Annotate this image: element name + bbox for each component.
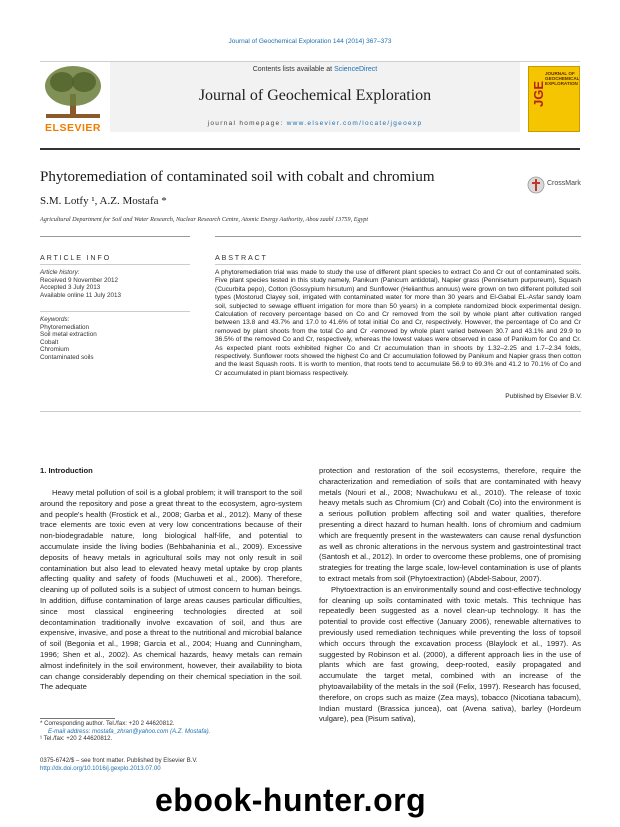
header-rule	[40, 148, 580, 150]
abstract-bottom-rule	[40, 411, 581, 412]
article-history: Article history: Received 9 November 2012 Accepted 3 July 2013 Available online 11 July 2013	[40, 269, 190, 299]
masthead	[40, 61, 580, 134]
footnote-rule	[40, 718, 115, 719]
issn-line: 0375-6742/$ – see front matter. Published by Elsevier B.V.	[40, 757, 198, 764]
cover-title: JOURNAL OF GEOCHEMICAL EXPLORATION	[545, 71, 580, 87]
keyword: Chromium	[40, 346, 70, 354]
homepage-link[interactable]: www.elsevier.com/locate/jgeoexp	[286, 120, 423, 127]
affiliation: Agricultural Department for Soil and Water Research, Nuclear Research Centre, Atomic Energy Authority, Abou zaabl 13759, Egypt	[40, 216, 369, 223]
authors: S.M. Lotfy ¹, A.Z. Mostafa *	[40, 195, 167, 207]
received-date: Received 9 November 2012	[40, 276, 119, 284]
article-title: Phytoremediation of contaminated soil with cobalt and chromium	[40, 169, 435, 185]
article-info-rule	[40, 236, 190, 237]
article-info-subrule	[40, 264, 190, 265]
paragraph: protection and restoration of the soil ecosystems, therefore, require the characterization and remediation of soils that are contaminated with heavy metals (Nouri et al., 2008; Nwachukwu et al., 2010). The release of toxic heavy metals such as Chromium (Cr) and Cobalt (Co) into the environment is a serious pollution problem affecting soil and water qualities, therefore presenting a direct hazard to human health. Ions of chromium and cadmium which are frequently present in the wastewaters can cause renal dysfunction as well as chronic alterations in the nervous system and gastrointestinal tract (Santosh et al., 2012). In order to overcome these problems, one of promising strategies for treating the large scale, low-level contamination is use of plants to extract metals from soil (Phytoextraction) (Abdel-Sabour, 2007).	[319, 466, 581, 583]
abstract-heading: ABSTRACT	[215, 253, 268, 262]
cover-abbrev: JGE	[531, 80, 546, 107]
journal-homepage: journal homepage: www.elsevier.com/locate/jgeoexp	[207, 120, 423, 127]
keywords: Keywords: Phytoremediation Soil metal extraction Cobalt Chromium Contaminated soils	[40, 316, 190, 362]
article-info-heading: ARTICLE INFO	[40, 253, 111, 262]
journal-name: Journal of Geochemical Exploration	[198, 87, 432, 104]
crossmark-icon	[527, 176, 545, 194]
footnotes	[40, 720, 302, 743]
abstract-rule	[215, 236, 581, 237]
doi-link[interactable]: http://dx.doi.org/10.1016/j.gexplo.2013.07.00	[40, 764, 161, 772]
published-by: Published by Elsevier B.V.	[505, 393, 582, 400]
abstract-text: A phytoremediation trial was made to study the use of different plant species to extract Co and Cr out of contaminated soils. Five plant species tested in this study namely, Panikum (Panicum antidotal), Napier grass (Pennisetum purpureum), Squash (Cucurbita pepo), Cotton (Gossypium hirsutum) and Sunflower (Helianthus annuus) were grown on two different polluted soil types (Mostorud Clayey soil, irrigated with contaminated water for more than 30 years and El-Gabal EL-Asfar sandy loam soil, subjected to sewage effluent irrigation for more than 50 years) in a complete randomized block experimental design. Calculation of recovery percentage based on Co and Cr removed from the soil by whole plant after cultivation ranged between 13.8 and 43.7% and 17.0 to 41.6% of total initial Co and Cr, respectively. However, the percentage of Co and Cr removed by plant shoots from the total Co and Cr -removed by whole plant varied between 30.7 and 43.1% and 29.9 to 36.5% of the removed Co and Cr, respectively, whereas the lowest values were observed in case of Panikum for Co and Cr. As expected plant roots exhibited higher Co and Cr accumulation than in shoots by 1.32–2.25 and 1.7–2.34 folds, respectively. Sunflower roots showed the highest Co and Cr accumulation followed by Panikum and Napier grass then cotton and the least Squash roots. It is worth to mention, that roots tend to accumulate 56.9 to 69.3% and 41.2 to 70.1% of Co and Cr accumulated in plant biomass respectively.	[215, 269, 581, 377]
footnote-1: ¹ Tel./fax: +20 2 44620812.	[40, 735, 113, 743]
keyword: Cobalt	[40, 338, 59, 346]
keywords-rule	[40, 311, 190, 312]
email-note[interactable]: E-mail address: mostafa_zhran@yahoo.com (A.Z. Mostafa).	[48, 727, 211, 735]
journal-cover	[528, 66, 580, 132]
section-heading-introduction: 1. Introduction	[40, 466, 93, 475]
elsevier-wordmark: ELSEVIER	[45, 122, 101, 134]
keyword: Contaminated soils	[40, 353, 94, 361]
corresponding-author-note: * Corresponding author. Tel./fax: +20 2 44620812.	[40, 720, 175, 727]
sciencedirect-link[interactable]: ScienceDirect	[334, 66, 378, 73]
online-date: Available online 11 July 2013	[40, 291, 121, 299]
paragraph: Phytoextraction is an environmentally sound and cost-effective technology for cleaning up soils contaminated with toxic metals. This technique has repeatedly been suggested as a novel clean-up technology. It has the potential to provide cost effective (January 2006), renewable alternatives to previously used remediation techniques while preventing the loss of topsoil which occurs through the excavation process (Blaylock et al., 1997). As suggested by Robinson et al. (2000), a different approach lies in the use of plants which are fast growing, deep-rooted, easily propagated and accumulate the target metal, combined with an increase of the phytoavailability of the metals in the soil (Felix, 1997). Research has focused, therefore, on crops such as maize (Zea mays), tobacco (Nicotiana tabacum), Indian mustard (Brassica juncea), oat (Avena sativa), barley (Hordeum vulgare), pea (Pisum sativa),	[319, 584, 581, 724]
abstract-subrule	[215, 264, 581, 265]
journal-citation[interactable]: Journal of Geochemical Exploration 144 (2014) 367–373	[228, 38, 392, 45]
watermark-text: ebook-hunter.org	[155, 782, 427, 818]
crossmark-badge[interactable]	[527, 176, 583, 194]
keyword: Phytoremediation	[40, 323, 90, 331]
masthead-center	[110, 62, 520, 132]
paragraph: Heavy metal pollution of soil is a global problem; it will transport to the soil around the repository and pose a great threat to the ecosystem, agro-system and people's health (Frostick et al., 2008; Garba et al., 2012). Many of these trace elements are toxic even at very low concentrations because of their non-biodegradable nature, long biological half-life, and potential to accumulate inside the living bodies (Behbahaninia et al., 2009). Excessive deposits of heavy metals in agricultural soils may not only result in soil contamination but also lead to elevated heavy metal uptake by crop plants affecting quality and safety of foods (Muchuweti et al., 2006). Therefore, cleaning up of polluted soils is a subject of utmost concern to human beings. In addition, diffuse contamination of large areas causes particular difficulties, since most classical engineering technologies directed at soil decontamination traditionally involve excavation of soil, and thus are expensive, invasive, and pose a threat to the nutritional and microbial balance of soil (Begonia et al., 1998; Garcia et al., 2004; Huang and Cunningham, 1996; Shen et al., 2002). As chemical hazards, heavy metals can remain almost indefinitely in the soil environment, however, their availability to biota can change considerably depending on their chemical speciation in the soil. The adequate	[40, 488, 302, 692]
body-right-column	[319, 466, 581, 725]
keyword: Soil metal extraction	[40, 331, 97, 339]
crossmark-label: CrossMark	[547, 180, 581, 187]
accepted-date: Accepted 3 July 2013	[40, 284, 101, 292]
copyright-block	[40, 757, 302, 772]
contents-line: Contents lists available at ScienceDirect	[252, 66, 378, 73]
elsevier-tree-logo	[40, 64, 106, 132]
body-left-column	[40, 488, 302, 693]
